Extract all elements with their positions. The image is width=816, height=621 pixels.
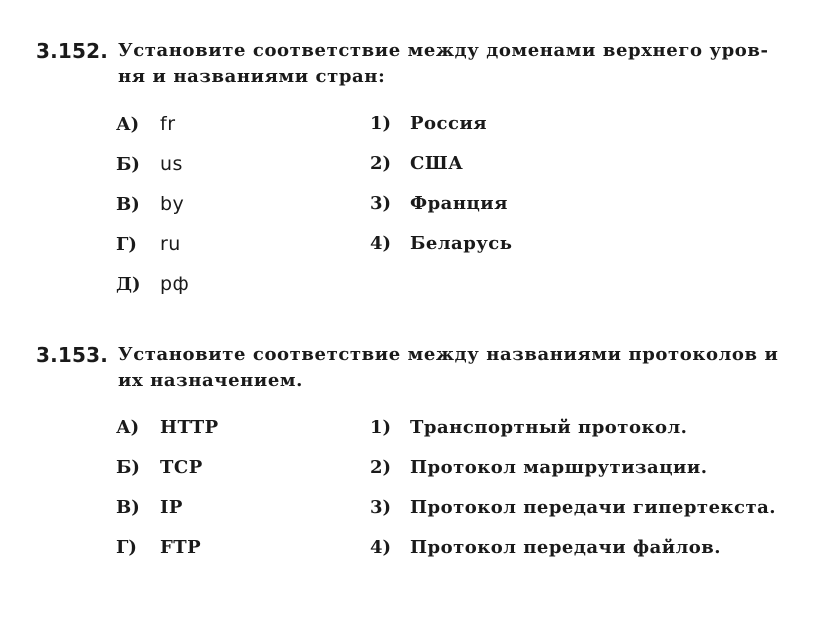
- list-item: [116, 264, 189, 304]
- list-item: [370, 144, 512, 184]
- item-letter: А): [116, 114, 140, 135]
- task-statement: [118, 38, 781, 90]
- list-item: [370, 448, 776, 488]
- task-number: 3.153.: [36, 343, 109, 367]
- list-item: [370, 224, 512, 264]
- item-value: HTTP: [160, 417, 219, 438]
- item-letter: А): [116, 417, 140, 438]
- task-header: [36, 38, 781, 90]
- item-letter: Д): [116, 274, 141, 295]
- item-number: 1): [370, 113, 392, 134]
- item-value: Протокол передачи файлов.: [410, 537, 722, 558]
- item-number: 3): [370, 193, 392, 214]
- list-item: [370, 488, 776, 528]
- matching-columns: [36, 104, 781, 304]
- item-number: 2): [370, 153, 392, 174]
- item-letter: Б): [116, 154, 140, 175]
- item-value: us: [160, 153, 183, 175]
- item-number: 2): [370, 457, 392, 478]
- list-item: [116, 144, 189, 184]
- list-item: [116, 184, 189, 224]
- item-value: Протокол передачи гипертекста.: [410, 497, 777, 518]
- matching-columns: [36, 408, 781, 568]
- item-value: by: [160, 193, 185, 215]
- item-value: США: [410, 153, 464, 174]
- list-item: [116, 224, 189, 264]
- right-column: [370, 408, 776, 568]
- list-item: [116, 488, 219, 528]
- right-column: [370, 104, 512, 264]
- task-statement-line: их назначением.: [118, 370, 304, 391]
- item-value: FTP: [160, 537, 202, 558]
- task-statement-line: Установите соответствие между названиями протоколов и: [118, 344, 779, 365]
- task-3-153: [36, 342, 781, 568]
- left-column: [116, 104, 189, 304]
- list-item: [116, 448, 219, 488]
- item-value: ru: [160, 233, 181, 255]
- item-letter: Г): [116, 234, 137, 255]
- list-item: [370, 528, 776, 568]
- item-letter: В): [116, 497, 140, 518]
- item-value: Россия: [410, 113, 488, 134]
- item-number: 1): [370, 417, 392, 438]
- list-item: [116, 528, 219, 568]
- task-statement: [118, 342, 781, 394]
- task-header: [36, 342, 781, 394]
- list-item: [116, 104, 189, 144]
- item-number: 4): [370, 233, 392, 254]
- item-letter: Г): [116, 537, 137, 558]
- item-number: 4): [370, 537, 392, 558]
- item-value: fr: [160, 113, 176, 135]
- item-value: рф: [160, 273, 190, 295]
- list-item: [370, 184, 512, 224]
- item-number: 3): [370, 497, 392, 518]
- item-value: IP: [160, 497, 183, 518]
- list-item: [116, 408, 219, 448]
- task-number: 3.152.: [36, 39, 109, 63]
- item-letter: В): [116, 194, 140, 215]
- item-value: TCP: [160, 457, 203, 478]
- item-value: Транспортный протокол.: [410, 417, 688, 438]
- list-item: [370, 104, 512, 144]
- item-value: Протокол маршрутизации.: [410, 457, 708, 478]
- task-statement-line: ня и названиями стран:: [118, 66, 386, 87]
- item-value: Франция: [410, 193, 508, 214]
- task-statement-line: Установите соответствие между доменами верхнего уров-: [118, 40, 769, 61]
- item-letter: Б): [116, 457, 140, 478]
- item-value: Беларусь: [410, 233, 513, 254]
- list-item: [370, 408, 776, 448]
- task-3-152: [36, 38, 781, 304]
- left-column: [116, 408, 219, 568]
